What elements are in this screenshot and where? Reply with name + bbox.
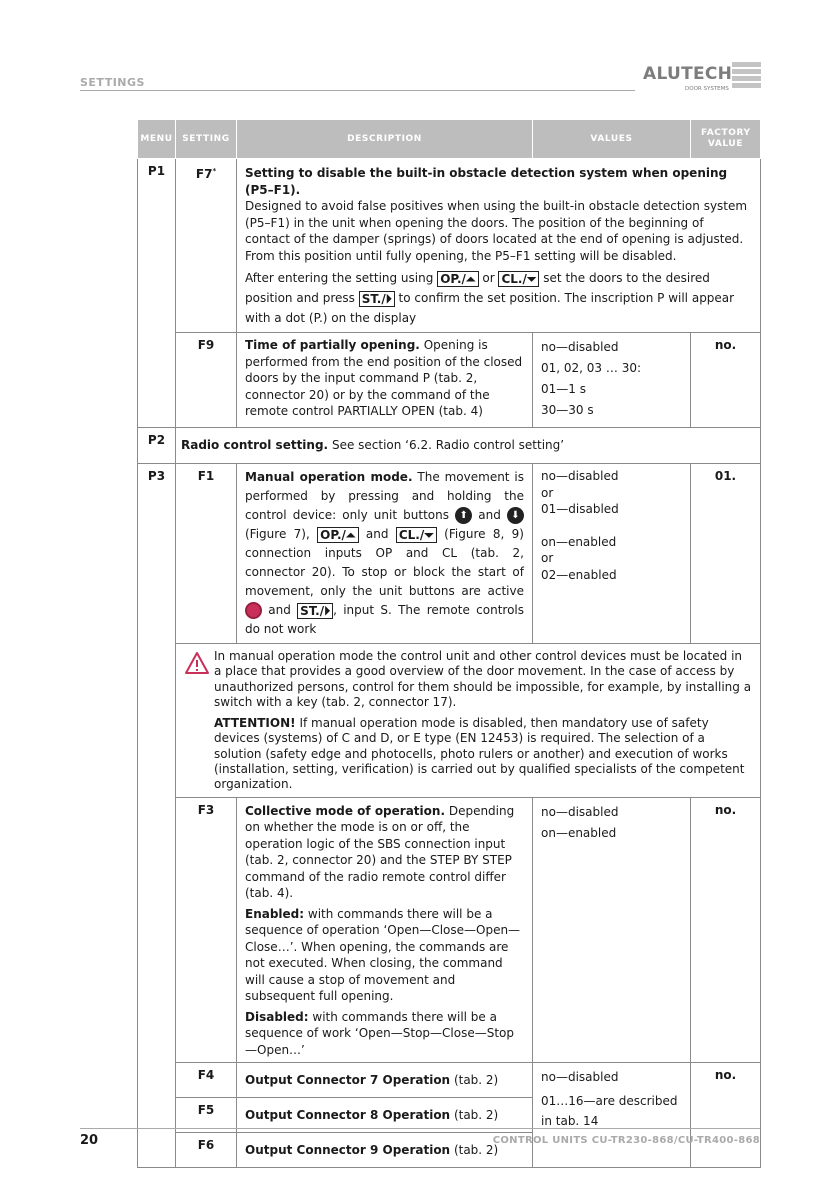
f5-description: Output Connector 8 Operation (tab. 2) bbox=[237, 1098, 533, 1133]
setting-f6: F6 bbox=[176, 1133, 237, 1168]
brand-logo bbox=[643, 62, 763, 96]
table-row bbox=[138, 1063, 761, 1098]
arrow-down-icon: ⬇ bbox=[507, 507, 524, 524]
f1-factory-value: 01. bbox=[691, 464, 761, 644]
outputs-factory-value: no. bbox=[691, 1063, 761, 1168]
stop-button-icon bbox=[245, 602, 262, 619]
col-values: VALUES bbox=[533, 120, 691, 159]
table-row bbox=[138, 464, 761, 644]
setting-f5: F5 bbox=[176, 1098, 237, 1133]
table-row bbox=[138, 644, 761, 798]
outputs-values: no—disabled 01…16—are described in tab. 14 bbox=[533, 1063, 691, 1168]
table-row bbox=[138, 159, 761, 333]
attention-text: If manual operation mode is disabled, then mandatory use of safety devices (systems) of C and D, or E type (EN 12453) is required. The selection of a solution (safety edge and photocells, photo rulers or another) and execution of works (installation, setting, verification) is carried out by qualified specialists of the competent organization. bbox=[214, 716, 745, 792]
menu-p3: P3 bbox=[138, 464, 176, 1168]
setting-f3: F3 bbox=[176, 797, 237, 1063]
cl-key-icon: CL./⏷ bbox=[396, 527, 437, 543]
setting-f7: F7* bbox=[176, 159, 237, 333]
p2-description: Radio control setting. See section ‘6.2. Radio control setting’ bbox=[176, 428, 761, 464]
col-menu: MENU bbox=[138, 120, 176, 159]
menu-p2: P2 bbox=[138, 428, 176, 464]
logo-text: ALUTECH bbox=[643, 64, 733, 84]
st-key-icon: ST./⏵ bbox=[297, 603, 333, 619]
menu-p1: P1 bbox=[138, 159, 176, 428]
setting-f1: F1 bbox=[176, 464, 237, 644]
footer-divider bbox=[80, 1128, 760, 1129]
f3-values: no—disabled on—enabled bbox=[533, 797, 691, 1063]
table-row bbox=[138, 797, 761, 1063]
f7-title: Setting to disable the built-in obstacle detection system when opening (P5–F1). bbox=[245, 166, 728, 197]
attention-label: ATTENTION! bbox=[214, 716, 296, 731]
warning-icon bbox=[184, 649, 214, 793]
arrow-up-icon: ⬆ bbox=[455, 507, 472, 524]
f1-description: Manual operation mode. The movement is performed by pressing and holding the control device: only unit buttons ⬆ and ⬇ (Figure 7), OP./⏶ and CL./⏷ (Figure 8, 9) connection inputs OP and CL (tab. 2, connector 20). To stop or block the start of movement, only the unit buttons are active and ST./⏵ , input S. The remote controls do not work bbox=[237, 464, 533, 644]
header-divider bbox=[80, 90, 635, 91]
warning-text: In manual operation mode the control unit and other control devices must be located in a place that provides a good overview of the door movement. In the case of access by unauthorized persons, control for them should be impossible, for example, by installing a switch with a key (tab. 2, connector 17). bbox=[214, 649, 752, 709]
table-header-row bbox=[138, 120, 761, 159]
f9-values: no—disabled 01, 02, 03 … 30: 01—1 s 30—30 s bbox=[533, 333, 691, 428]
warning-block bbox=[176, 644, 761, 798]
op-key-icon: OP./⏶ bbox=[437, 271, 478, 287]
f9-factory-value: no. bbox=[691, 333, 761, 428]
logo-bars-icon bbox=[732, 62, 761, 90]
table-row bbox=[138, 333, 761, 428]
f3-factory-value: no. bbox=[691, 797, 761, 1063]
f4-description: Output Connector 7 Operation (tab. 2) bbox=[237, 1063, 533, 1098]
col-setting: SETTING bbox=[176, 120, 237, 159]
st-key-icon: ST./⏵ bbox=[359, 291, 395, 307]
setting-f9: F9 bbox=[176, 333, 237, 428]
f7-description: Setting to disable the built-in obstacle detection system when opening (P5–F1). Designed to avoid false positives when using the built-in obstacle detection system (P5–F1) in the unit when opening the doors. The position of the beginning of contact of the damper (springs) of doors located at the end of opening is adjusted. From this position until fully opening, the P5–F1 setting will be disabled. After entering the setting using OP./⏶ or CL./⏷ set the doors to the desired position and press ST./⏵ to confirm the set position. The inscription P will appear with a dot (P.) on the display bbox=[237, 159, 761, 333]
page-number: 20 bbox=[80, 1133, 99, 1148]
f6-description: Output Connector 9 Operation (tab. 2) bbox=[237, 1133, 533, 1168]
setting-f4: F4 bbox=[176, 1063, 237, 1098]
logo-subtitle: DOOR SYSTEMS bbox=[685, 86, 729, 92]
f1-values: no—disabled or 01—disabled on—enabled or 02—enabled bbox=[533, 464, 691, 644]
section-title: SETTINGS bbox=[80, 76, 145, 89]
table-row bbox=[138, 428, 761, 464]
f9-body: Opening is performed from the end position of the closed doors by the input command P (tab. 2, connector 20) or by the command of the remote control PARTIALLY OPEN (tab. 4) bbox=[245, 338, 523, 418]
footer-product: CONTROL UNITS CU-TR230-868/CU-TR400-868 bbox=[492, 1135, 760, 1146]
f7-body: Designed to avoid false positives when using the built-in obstacle detection system (P5–F1) in the unit when opening the doors. The position of the beginning of contact of the damper (springs) of doors located at the end of opening is adjusted. From this position until fully opening, the P5–F1 setting will be disabled. bbox=[245, 199, 748, 263]
op-key-icon: OP./⏶ bbox=[317, 527, 358, 543]
f3-description: Collective mode of operation. Depending on whether the mode is on or off, the operation logic of the SBS connection input (tab. 2, connector 20) and the STEP BY STEP command of the radio remote control differ (tab. 4). Enabled: with commands there will be a sequence of operation ‘Open—Close—Open—Close…’. When opening, the commands are not executed. When closing, the command will cause a stop of movement and subsequent full opening. Disabled: with commands there will be a sequence of work ‘Open—Stop—Close—Stop—Open…’ bbox=[237, 797, 533, 1063]
cl-key-icon: CL./⏷ bbox=[498, 271, 539, 287]
f9-title: Time of partially opening. bbox=[245, 338, 420, 352]
col-description: DESCRIPTION bbox=[237, 120, 533, 159]
settings-table bbox=[137, 119, 761, 1168]
f9-description bbox=[237, 333, 533, 428]
col-factory-value: FACTORY VALUE bbox=[691, 120, 761, 159]
